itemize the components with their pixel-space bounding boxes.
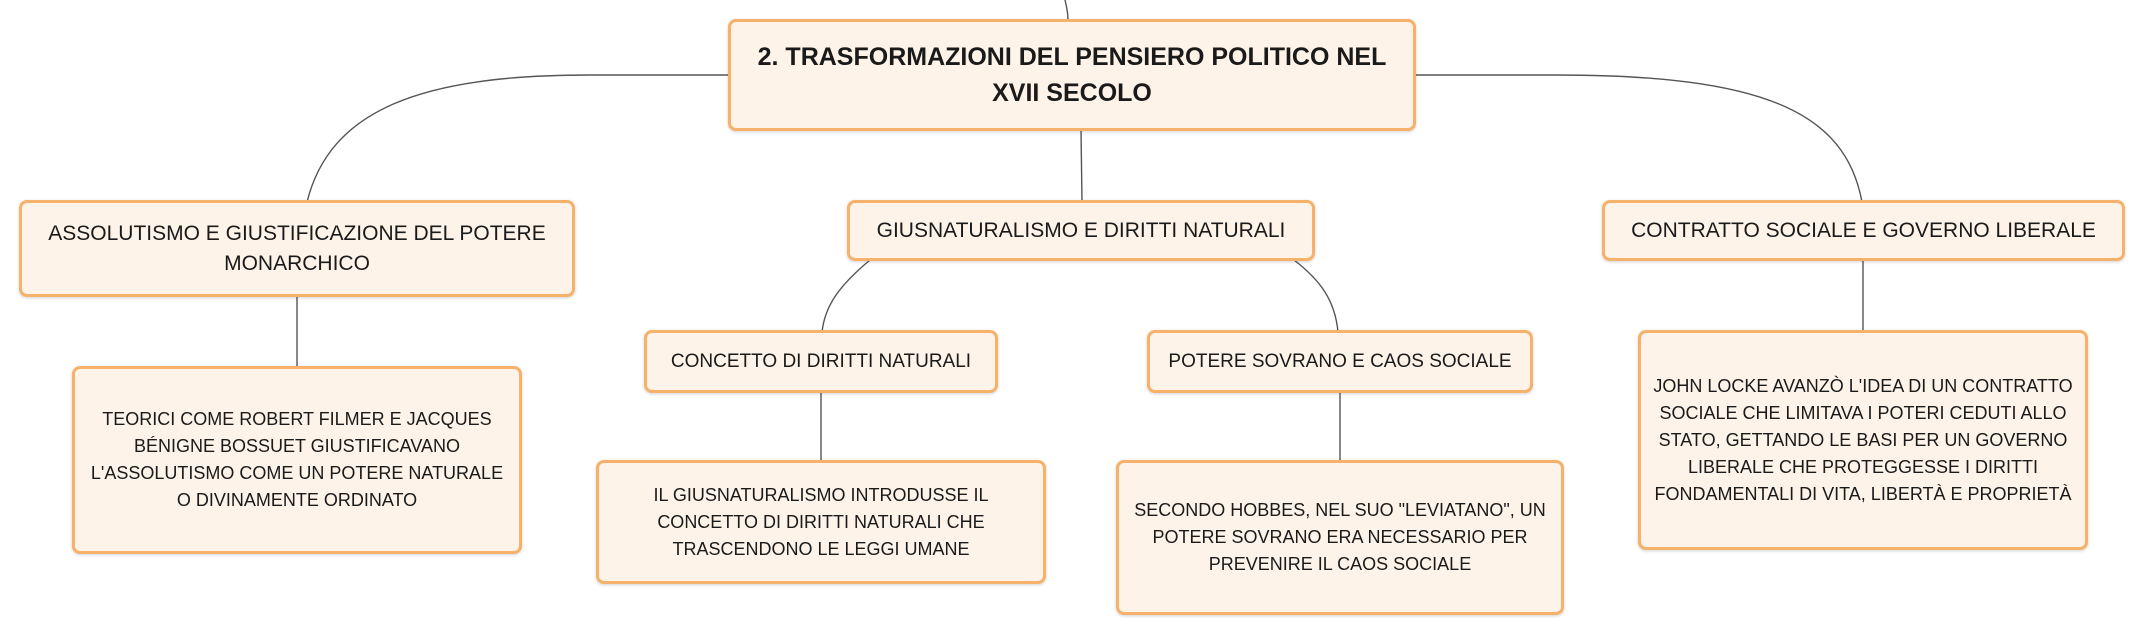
leaf-node-label: TEORICI COME ROBERT FILMER E JACQUES BÉNIGNE BOSSUET GIUSTIFICAVANO L'ASSOLUTISMO COME UN POTERE NATURALE O DIVINAMENTE ORDINATO	[90, 409, 504, 510]
leaf-node-teorici[interactable]	[72, 366, 522, 554]
subbranch-node-label: POTERE SOVRANO E CAOS SOCIALE	[1168, 351, 1512, 372]
subbranch-node-label: CONCETTO DI DIRITTI NATURALI	[670, 351, 972, 372]
connector-giusnaturalismo-to-concetto	[822, 260, 870, 332]
subbranch-node-potere[interactable]	[1147, 330, 1533, 393]
leaf-node-label: IL GIUSNATURALISMO INTRODUSSE IL CONCETTO DI DIRITTI NATURALI CHE TRASCENDONO LE LEGGI UMANE	[653, 484, 989, 559]
connector-giusnaturalismo-to-potere	[1294, 260, 1338, 332]
root-node[interactable]	[728, 19, 1416, 131]
root-node-label: 2. TRASFORMAZIONI DEL PENSIERO POLITICO NEL XVII SECOLO	[757, 43, 1387, 107]
connector-root-to-giusnaturalismo	[1081, 130, 1082, 202]
leaf-node-label: JOHN LOCKE AVANZÒ L'IDEA DI UN CONTRATTO SOCIALE CHE LIMITAVA I POTERI CEDUTI ALLO STATO, GETTANDO LE BASI PER UN GOVERNO LIBERALE CHE PROTEGGESSE I DIRITTI FONDAMENTALI DI VITA, LIBERTÀ E PROPRIETÀ	[1653, 375, 2073, 504]
leaf-node-hobbes[interactable]	[1116, 460, 1564, 615]
connector-root-to-assolutismo	[307, 75, 730, 202]
leaf-node-label: SECONDO HOBBES, NEL SUO "LEVIATANO", UN POTERE SOVRANO ERA NECESSARIO PER PREVENIRE IL CAOS SOCIALE	[1134, 500, 1546, 574]
branch-node-giusnaturalismo[interactable]	[847, 200, 1315, 261]
branch-node-label: GIUSNATURALISMO E DIRITTI NATURALI	[876, 218, 1286, 242]
leaf-node-locke[interactable]	[1638, 330, 2088, 550]
branch-node-contratto[interactable]	[1602, 200, 2125, 261]
subbranch-node-concetto[interactable]	[644, 330, 998, 393]
branch-node-label: ASSOLUTISMO E GIUSTIFICAZIONE DEL POTERE MONARCHICO	[48, 221, 546, 275]
leaf-node-giusnaturalismo-text[interactable]	[596, 460, 1046, 584]
branch-node-assolutismo[interactable]	[19, 200, 575, 297]
connector-parent-to-root	[1065, 0, 1068, 20]
connector-root-to-contratto	[1415, 75, 1862, 202]
branch-node-label: CONTRATTO SOCIALE E GOVERNO LIBERALE	[1631, 218, 2096, 242]
